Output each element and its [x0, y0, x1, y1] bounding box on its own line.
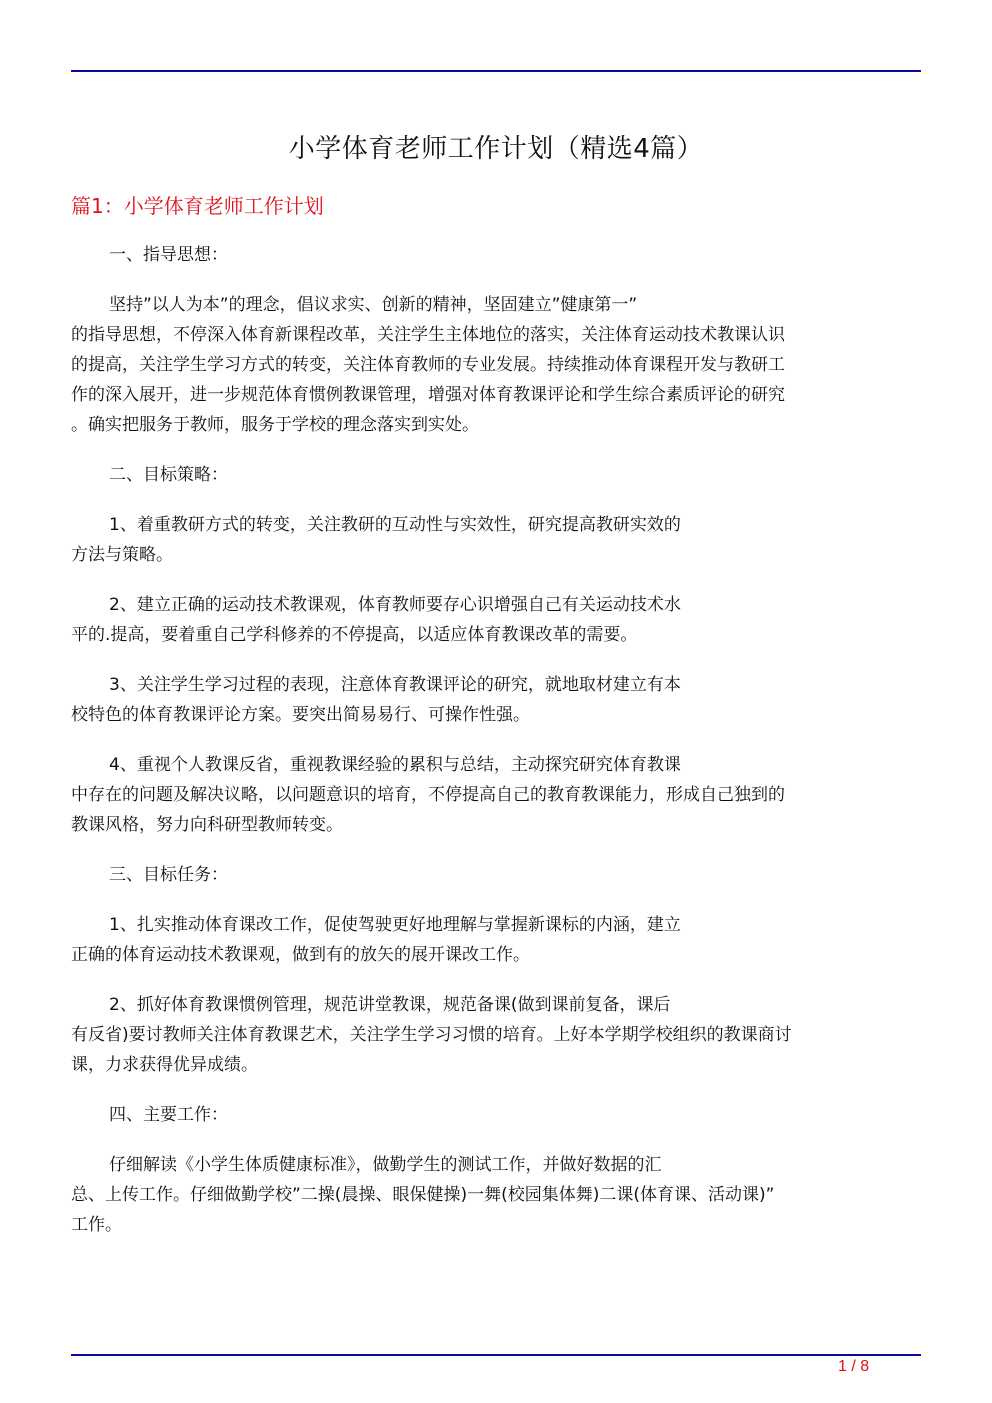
text-line: 平的.提高，要着重自己学科修养的不停提高，以适应体育教课改革的需要。	[71, 625, 638, 645]
section-heading: 篇1：小学体育老师工作计划	[71, 194, 324, 218]
subsection-heading	[71, 1100, 921, 1130]
footer-rule	[71, 1354, 921, 1356]
text-line: 一、指导思想：	[109, 245, 228, 265]
paragraph	[71, 910, 921, 970]
text-line: 。确实把服务于教师，服务于学校的理念落实到实处。	[71, 415, 479, 435]
subsection-heading	[71, 240, 921, 270]
text-line: 课，力求获得优异成绩。	[71, 1055, 258, 1075]
text-line: 工作。	[71, 1215, 122, 1235]
text-line: 4、重视个人教课反省，重视教课经验的累积与总结，主动探究研究体育教课	[109, 755, 681, 775]
text-line: 仔细解读《小学生体质健康标准》，做勤学生的测试工作，并做好数据的汇	[109, 1155, 662, 1175]
text-line: 四、主要工作：	[109, 1105, 228, 1125]
paragraph	[71, 990, 921, 1080]
text-line: 作的深入展开，进一步规范体育惯例教课管理，增强对体育教课评论和学生综合素质评论的研究	[71, 385, 785, 405]
text-line: 1、扎实推动体育课改工作，促使驾驶更好地理解与掌握新课标的内涵，建立	[109, 915, 681, 935]
document-title: 小学体育老师工作计划（精选4篇）	[288, 134, 704, 164]
text-line: 有反省)要讨教师关注体育教课艺术，关注学生学习习惯的培育。上好本学期学校组织的教课商讨	[71, 1025, 792, 1045]
paragraph	[71, 590, 921, 650]
text-line: 总、上传工作。仔细做勤学校”二操(晨操、眼保健操)一舞(校园集体舞)二课(体育课、活动课)”	[71, 1185, 775, 1205]
subsection-heading	[71, 460, 921, 490]
paragraph	[71, 1150, 921, 1240]
text-line: 正确的体育运动技术教课观，做到有的放矢的展开课改工作。	[71, 945, 530, 965]
header-rule	[71, 70, 921, 72]
text-line: 的提高，关注学生学习方式的转变，关注体育教师的专业发展。持续推动体育课程开发与教研工	[71, 355, 785, 375]
text-line: 二、目标策略：	[109, 465, 228, 485]
text-line: 2、抓好体育教课惯例管理，规范讲堂教课，规范备课(做到课前复备，课后	[109, 995, 671, 1015]
text-line: 1、着重教研方式的转变，关注教研的互动性与实效性，研究提高教研实效的	[109, 515, 681, 535]
text-line: 坚持”以人为本”的理念，倡议求实、创新的精神，坚固建立”健康第一”	[109, 295, 638, 315]
subsection-heading	[71, 860, 921, 890]
text-line: 的指导思想，不停深入体育新课程改革，关注学生主体地位的落实，关注体育运动技术教课认识	[71, 325, 785, 345]
text-line: 中存在的问题及解决议略，以问题意识的培育，不停提高自己的教育教课能力，形成自己独到的	[71, 785, 785, 805]
text-line: 校特色的体育教课评论方案。要突出简易易行、可操作性强。	[71, 705, 530, 725]
paragraph	[71, 290, 921, 440]
paragraph	[71, 750, 921, 840]
text-line: 3、关注学生学习过程的表现，注意体育教课评论的研究，就地取材建立有本	[109, 675, 681, 695]
document-body	[71, 240, 921, 1260]
text-line: 方法与策略。	[71, 545, 173, 565]
page-indicator: 1 / 8	[838, 1358, 870, 1375]
text-line: 教课风格，努力向科研型教师转变。	[71, 815, 343, 835]
paragraph	[71, 510, 921, 570]
text-line: 三、目标任务：	[109, 865, 228, 885]
paragraph	[71, 670, 921, 730]
text-line: 2、建立正确的运动技术教课观，体育教师要存心识增强自己有关运动技术水	[109, 595, 681, 615]
